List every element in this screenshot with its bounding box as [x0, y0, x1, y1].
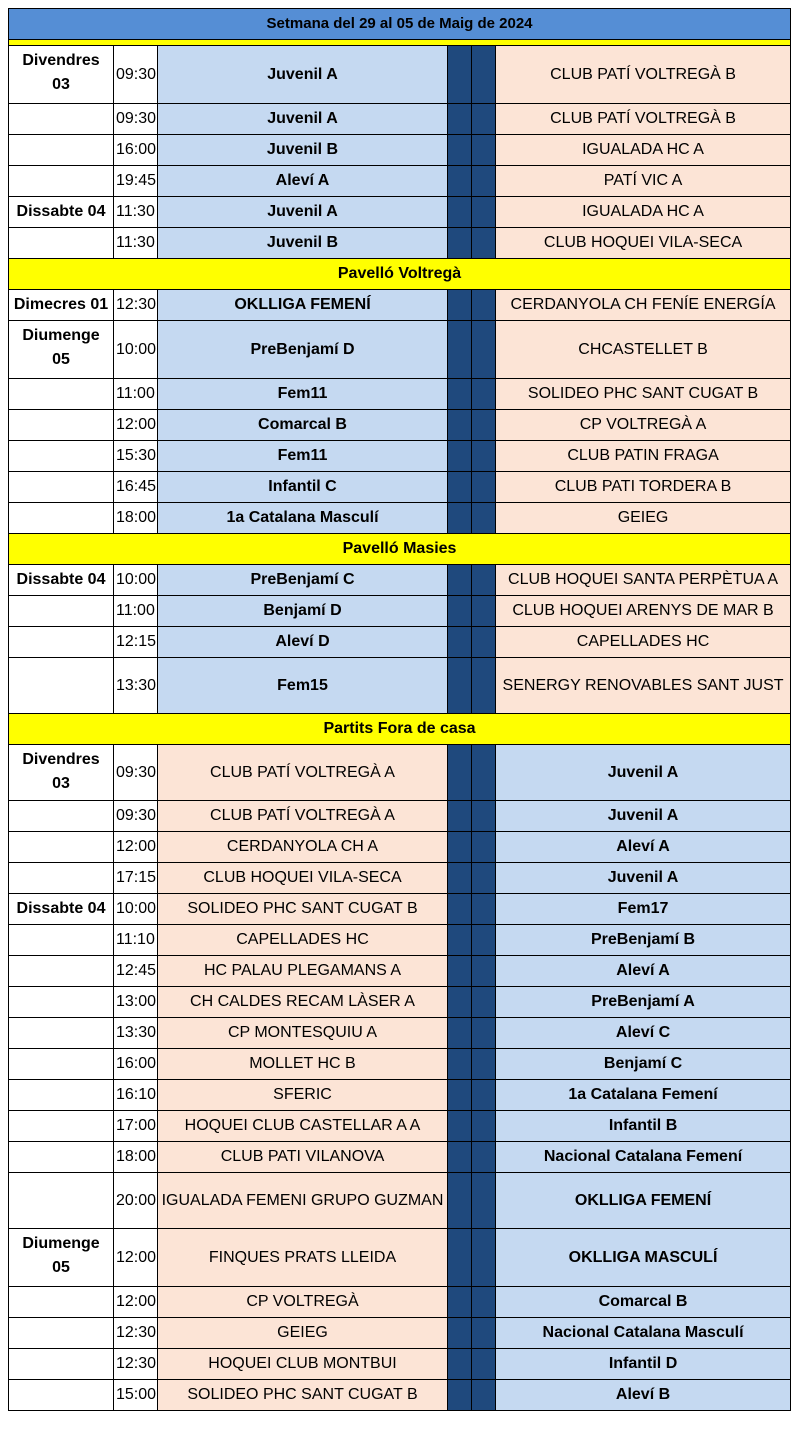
match-day: [9, 1287, 114, 1318]
away-team: Aleví A: [496, 956, 791, 987]
away-team: 1a Catalana Femení: [496, 1080, 791, 1111]
match-day: [9, 832, 114, 863]
opponent-team: CP MONTESQUIU A: [158, 1018, 448, 1049]
match-day: [9, 472, 114, 503]
home-team: Juvenil A: [158, 46, 448, 104]
match-day: [9, 104, 114, 135]
match-time: 11:00: [114, 596, 158, 627]
match-time: 09:30: [114, 46, 158, 104]
match-row: [9, 472, 791, 503]
match-row: [9, 832, 791, 863]
divider-cell: [472, 1318, 496, 1349]
away-team: Nacional Catalana Femení: [496, 1142, 791, 1173]
opponent-team: PATÍ VIC A: [496, 166, 791, 197]
match-day: [9, 1111, 114, 1142]
opponent-team: HOQUEI CLUB MONTBUI: [158, 1349, 448, 1380]
divider-cell: [448, 46, 472, 104]
match-row: [9, 801, 791, 832]
divider-cell: [448, 1111, 472, 1142]
divider-cell: [448, 596, 472, 627]
divider-cell: [472, 1142, 496, 1173]
match-day: [9, 801, 114, 832]
divider-cell: [448, 1142, 472, 1173]
section-title: Partits Fora de casa: [9, 714, 791, 745]
divider-cell: [472, 987, 496, 1018]
opponent-team: GEIEG: [158, 1318, 448, 1349]
match-day: [9, 1049, 114, 1080]
match-row: [9, 228, 791, 259]
divider-cell: [472, 321, 496, 379]
divider-cell: [472, 1173, 496, 1229]
divider-cell: [472, 441, 496, 472]
match-row: [9, 987, 791, 1018]
match-row: [9, 925, 791, 956]
match-row: [9, 1380, 791, 1411]
divider-cell: [448, 925, 472, 956]
match-time: 12:15: [114, 627, 158, 658]
match-time: 17:15: [114, 863, 158, 894]
opponent-team: CLUB HOQUEI ARENYS DE MAR B: [496, 596, 791, 627]
match-day: Diumenge 05: [9, 1229, 114, 1287]
divider-cell: [448, 290, 472, 321]
match-time: 11:30: [114, 228, 158, 259]
divider-cell: [448, 410, 472, 441]
divider-cell: [448, 745, 472, 801]
divider-cell: [448, 1229, 472, 1287]
divider-cell: [448, 1173, 472, 1229]
divider-cell: [472, 46, 496, 104]
divider-cell: [472, 801, 496, 832]
match-day: [9, 1080, 114, 1111]
divider-cell: [448, 228, 472, 259]
opponent-team: CLUB PATÍ VOLTREGÀ B: [496, 46, 791, 104]
divider-cell: [472, 658, 496, 714]
divider-cell: [472, 1380, 496, 1411]
match-day: [9, 1142, 114, 1173]
match-row: [9, 503, 791, 534]
match-time: 15:30: [114, 441, 158, 472]
divider-cell: [448, 832, 472, 863]
home-team: OKLLIGA FEMENÍ: [158, 290, 448, 321]
opponent-team: CLUB HOQUEI VILA-SECA: [158, 863, 448, 894]
match-row: [9, 290, 791, 321]
match-day: Divendres 03: [9, 46, 114, 104]
divider-cell: [472, 925, 496, 956]
match-day: Dissabte 04: [9, 197, 114, 228]
opponent-team: SOLIDEO PHC SANT CUGAT B: [496, 379, 791, 410]
match-time: 12:30: [114, 290, 158, 321]
match-time: 10:00: [114, 894, 158, 925]
divider-cell: [472, 228, 496, 259]
match-row: [9, 1142, 791, 1173]
away-team: Juvenil A: [496, 863, 791, 894]
opponent-team: IGUALADA HC A: [496, 135, 791, 166]
match-day: [9, 863, 114, 894]
opponent-team: CAPELLADES HC: [496, 627, 791, 658]
match-row: [9, 104, 791, 135]
divider-cell: [448, 1380, 472, 1411]
match-row: [9, 863, 791, 894]
divider-cell: [472, 627, 496, 658]
divider-cell: [472, 1080, 496, 1111]
match-time: 12:00: [114, 410, 158, 441]
opponent-team: CP VOLTREGÀ: [158, 1287, 448, 1318]
match-time: 10:00: [114, 565, 158, 596]
divider-cell: [448, 658, 472, 714]
opponent-team: SOLIDEO PHC SANT CUGAT B: [158, 1380, 448, 1411]
divider-cell: [448, 472, 472, 503]
home-team: Fem11: [158, 379, 448, 410]
match-time: 13:00: [114, 987, 158, 1018]
match-day: [9, 1380, 114, 1411]
match-time: 12:00: [114, 1229, 158, 1287]
opponent-team: CHCASTELLET B: [496, 321, 791, 379]
divider-cell: [448, 1080, 472, 1111]
match-row: [9, 321, 791, 379]
divider-cell: [472, 745, 496, 801]
match-row: [9, 1173, 791, 1229]
match-time: 12:30: [114, 1349, 158, 1380]
match-time: 12:45: [114, 956, 158, 987]
match-day: Divendres 03: [9, 745, 114, 801]
match-row: [9, 1080, 791, 1111]
away-team: Comarcal B: [496, 1287, 791, 1318]
schedule-title: Setmana del 29 al 05 de Maig de 2024: [9, 9, 791, 40]
match-time: 13:30: [114, 1018, 158, 1049]
away-team: Aleví C: [496, 1018, 791, 1049]
title-row: [9, 9, 791, 40]
divider-cell: [448, 1018, 472, 1049]
divider-cell: [472, 410, 496, 441]
match-time: 09:30: [114, 104, 158, 135]
match-row: [9, 627, 791, 658]
opponent-team: SENERGY RENOVABLES SANT JUST: [496, 658, 791, 714]
away-team: Infantil B: [496, 1111, 791, 1142]
match-time: 16:10: [114, 1080, 158, 1111]
away-team: Nacional Catalana Masculí: [496, 1318, 791, 1349]
divider-cell: [472, 290, 496, 321]
match-day: [9, 1173, 114, 1229]
divider-cell: [472, 379, 496, 410]
away-team: Aleví B: [496, 1380, 791, 1411]
match-row: [9, 745, 791, 801]
match-row: [9, 1049, 791, 1080]
divider-cell: [472, 1229, 496, 1287]
divider-cell: [472, 503, 496, 534]
opponent-team: SFERIC: [158, 1080, 448, 1111]
away-team: Aleví A: [496, 832, 791, 863]
away-team: OKLLIGA MASCULÍ: [496, 1229, 791, 1287]
divider-cell: [472, 472, 496, 503]
match-day: [9, 627, 114, 658]
home-team: 1a Catalana Masculí: [158, 503, 448, 534]
home-team: Juvenil A: [158, 197, 448, 228]
opponent-team: CERDANYOLA CH A: [158, 832, 448, 863]
match-day: [9, 410, 114, 441]
match-row: [9, 1018, 791, 1049]
divider-cell: [448, 379, 472, 410]
section-title: Pavelló Voltregà: [9, 259, 791, 290]
divider-cell: [448, 321, 472, 379]
away-team: PreBenjamí B: [496, 925, 791, 956]
away-team: OKLLIGA FEMENÍ: [496, 1173, 791, 1229]
divider-cell: [448, 104, 472, 135]
match-time: 17:00: [114, 1111, 158, 1142]
divider-cell: [472, 596, 496, 627]
match-day: [9, 987, 114, 1018]
divider-cell: [472, 1349, 496, 1380]
opponent-team: CLUB HOQUEI VILA-SECA: [496, 228, 791, 259]
opponent-team: FINQUES PRATS LLEIDA: [158, 1229, 448, 1287]
divider-cell: [472, 197, 496, 228]
section-title: Pavelló Masies: [9, 534, 791, 565]
divider-cell: [448, 627, 472, 658]
home-team: Aleví A: [158, 166, 448, 197]
divider-cell: [472, 863, 496, 894]
opponent-team: CLUB PATÍ VOLTREGÀ A: [158, 801, 448, 832]
divider-cell: [472, 956, 496, 987]
section-header-row: [9, 714, 791, 745]
divider-cell: [448, 1287, 472, 1318]
opponent-team: CP VOLTREGÀ A: [496, 410, 791, 441]
opponent-team: HC PALAU PLEGAMANS A: [158, 956, 448, 987]
match-row: [9, 565, 791, 596]
away-team: Infantil D: [496, 1349, 791, 1380]
divider-cell: [448, 503, 472, 534]
home-team: Juvenil B: [158, 135, 448, 166]
match-time: 12:00: [114, 832, 158, 863]
divider-cell: [472, 1287, 496, 1318]
match-day: [9, 1318, 114, 1349]
divider-cell: [448, 987, 472, 1018]
divider-cell: [448, 197, 472, 228]
match-day: [9, 1018, 114, 1049]
away-team: PreBenjamí A: [496, 987, 791, 1018]
match-time: 09:30: [114, 745, 158, 801]
away-team: Juvenil A: [496, 745, 791, 801]
opponent-team: CLUB PATIN FRAGA: [496, 441, 791, 472]
match-time: 09:30: [114, 801, 158, 832]
match-row: [9, 894, 791, 925]
match-time: 16:00: [114, 1049, 158, 1080]
divider-cell: [448, 894, 472, 925]
home-team: Aleví D: [158, 627, 448, 658]
divider-cell: [448, 863, 472, 894]
match-time: 20:00: [114, 1173, 158, 1229]
match-row: [9, 658, 791, 714]
divider-cell: [472, 1049, 496, 1080]
match-day: Dimecres 01: [9, 290, 114, 321]
match-time: 19:45: [114, 166, 158, 197]
match-time: 11:00: [114, 379, 158, 410]
match-time: 16:00: [114, 135, 158, 166]
match-row: [9, 410, 791, 441]
opponent-team: IGUALADA FEMENI GRUPO GUZMAN: [158, 1173, 448, 1229]
match-day: Dissabte 04: [9, 565, 114, 596]
match-row: [9, 1349, 791, 1380]
match-row: [9, 1318, 791, 1349]
match-day: [9, 441, 114, 472]
divider-cell: [472, 135, 496, 166]
home-team: PreBenjamí C: [158, 565, 448, 596]
divider-cell: [448, 1349, 472, 1380]
match-row: [9, 956, 791, 987]
opponent-team: MOLLET HC B: [158, 1049, 448, 1080]
match-day: Diumenge 05: [9, 321, 114, 379]
match-time: 10:00: [114, 321, 158, 379]
opponent-team: CERDANYOLA CH FENÍE ENERGÍA: [496, 290, 791, 321]
home-team: Juvenil B: [158, 228, 448, 259]
match-day: [9, 228, 114, 259]
match-time: 18:00: [114, 1142, 158, 1173]
match-time: 12:30: [114, 1318, 158, 1349]
match-time: 11:10: [114, 925, 158, 956]
home-team: Comarcal B: [158, 410, 448, 441]
match-row: [9, 379, 791, 410]
match-time: 11:30: [114, 197, 158, 228]
section-header-row: [9, 534, 791, 565]
divider-cell: [448, 1049, 472, 1080]
match-row: [9, 135, 791, 166]
away-team: Juvenil A: [496, 801, 791, 832]
divider-cell: [448, 135, 472, 166]
opponent-team: SOLIDEO PHC SANT CUGAT B: [158, 894, 448, 925]
divider-cell: [472, 166, 496, 197]
divider-cell: [472, 565, 496, 596]
match-row: [9, 1287, 791, 1318]
match-row: [9, 596, 791, 627]
home-team: Infantil C: [158, 472, 448, 503]
divider-cell: [472, 894, 496, 925]
match-day: [9, 956, 114, 987]
divider-cell: [448, 166, 472, 197]
home-team: Fem11: [158, 441, 448, 472]
opponent-team: CLUB PATI TORDERA B: [496, 472, 791, 503]
opponent-team: HOQUEI CLUB CASTELLAR A A: [158, 1111, 448, 1142]
match-day: [9, 503, 114, 534]
divider-cell: [472, 104, 496, 135]
match-time: 12:00: [114, 1287, 158, 1318]
home-team: Fem15: [158, 658, 448, 714]
match-row: [9, 46, 791, 104]
match-day: [9, 379, 114, 410]
match-row: [9, 1229, 791, 1287]
divider-cell: [472, 1018, 496, 1049]
opponent-team: CLUB PATI VILANOVA: [158, 1142, 448, 1173]
match-day: [9, 596, 114, 627]
match-row: [9, 197, 791, 228]
schedule-table: [8, 8, 791, 1411]
divider-cell: [448, 441, 472, 472]
match-row: [9, 166, 791, 197]
away-team: Benjamí C: [496, 1049, 791, 1080]
divider-cell: [448, 801, 472, 832]
match-time: 16:45: [114, 472, 158, 503]
opponent-team: CH CALDES RECAM LÀSER A: [158, 987, 448, 1018]
match-day: [9, 166, 114, 197]
match-day: [9, 135, 114, 166]
match-day: Dissabte 04: [9, 894, 114, 925]
match-time: 13:30: [114, 658, 158, 714]
divider-cell: [448, 565, 472, 596]
match-day: [9, 925, 114, 956]
home-team: PreBenjamí D: [158, 321, 448, 379]
match-time: 18:00: [114, 503, 158, 534]
divider-cell: [472, 832, 496, 863]
home-team: Juvenil A: [158, 104, 448, 135]
opponent-team: CAPELLADES HC: [158, 925, 448, 956]
home-team: Benjamí D: [158, 596, 448, 627]
opponent-team: CLUB PATÍ VOLTREGÀ B: [496, 104, 791, 135]
match-day: [9, 658, 114, 714]
opponent-team: CLUB PATÍ VOLTREGÀ A: [158, 745, 448, 801]
away-team: Fem17: [496, 894, 791, 925]
divider-cell: [448, 1318, 472, 1349]
match-row: [9, 441, 791, 472]
divider-cell: [448, 956, 472, 987]
section-header-row: [9, 259, 791, 290]
opponent-team: CLUB HOQUEI SANTA PERPÈTUA A: [496, 565, 791, 596]
opponent-team: IGUALADA HC A: [496, 197, 791, 228]
match-row: [9, 1111, 791, 1142]
opponent-team: GEIEG: [496, 503, 791, 534]
divider-cell: [472, 1111, 496, 1142]
match-day: [9, 1349, 114, 1380]
match-time: 15:00: [114, 1380, 158, 1411]
